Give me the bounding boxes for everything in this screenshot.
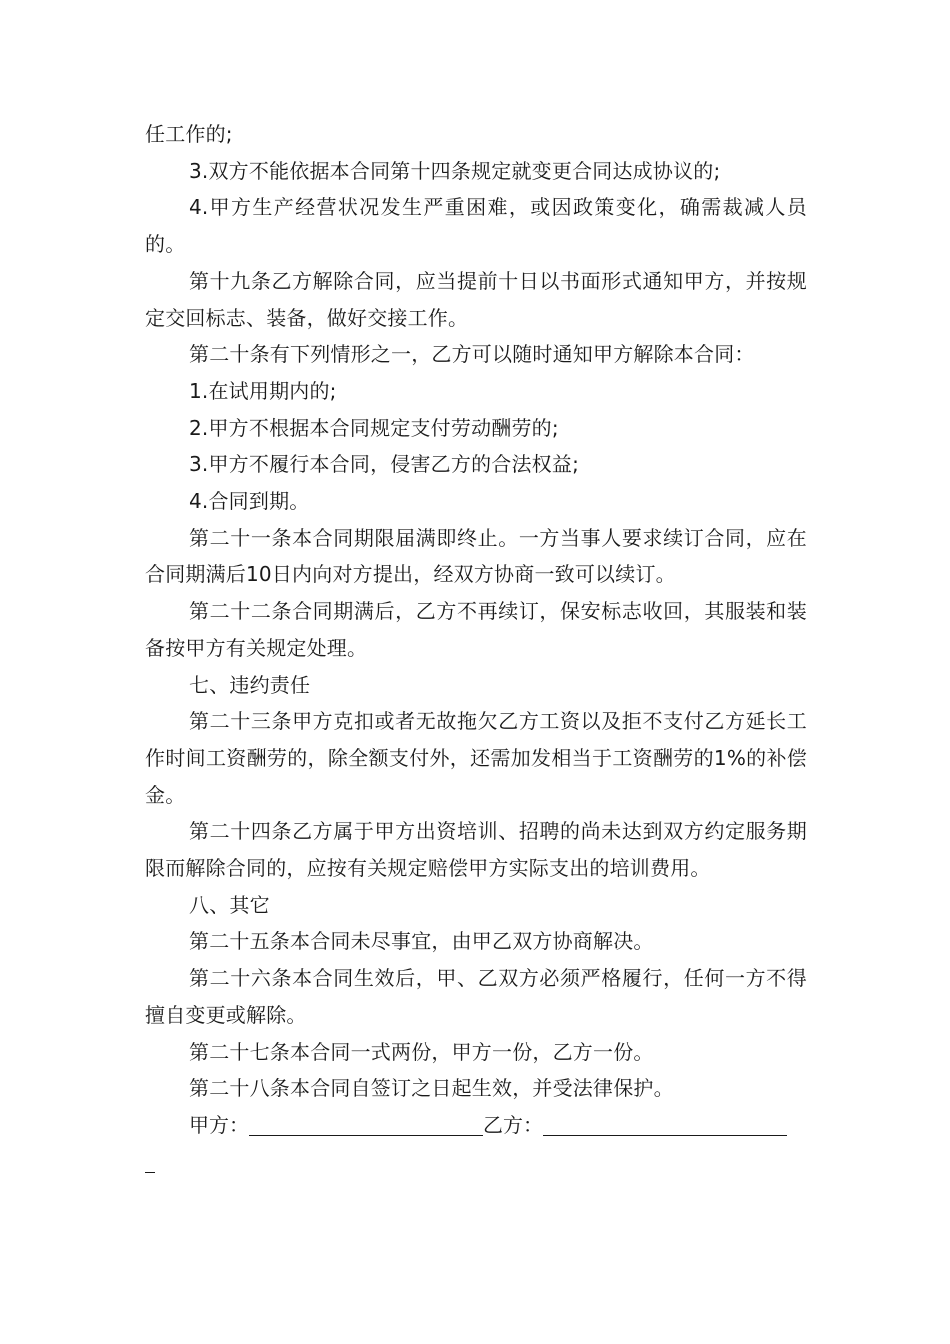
paragraph: 第二十条有下列情形之一，乙方可以随时通知甲方解除本合同： [189,342,755,367]
signature-line [145,1107,807,1144]
party-b-label: 乙方： [483,1112,543,1137]
section-heading: 八、其它 [189,892,270,917]
paragraph: 第二十三条甲方克扣或者无故拖欠乙方工资以及拒不支付乙方延长工作时间工资酬劳的，除全额支付外，还需加发相当于工资酬劳的1%的补偿金。 [145,709,807,807]
section-heading: 七、违约责任 [189,672,311,697]
paragraph: 第二十七条本合同一式两份，甲方一份，乙方一份。 [189,1039,654,1064]
paragraph: 3.双方不能依据本合同第十四条规定就变更合同达成协议的; [189,158,721,183]
party-b-signature-blank[interactable] [543,1113,787,1136]
party-a-label: 甲方： [189,1112,249,1137]
paragraph: 第二十八条本合同自签订之日起生效，并受法律保护。 [189,1076,674,1101]
paragraph: 任工作的; [145,122,233,146]
paragraph: 2.甲方不根据本合同规定支付劳动酬劳的; [189,415,559,440]
signature-blank-continuation [145,1150,155,1173]
paragraph: 第二十五条本合同未尽事宜，由甲乙双方协商解决。 [189,929,654,954]
paragraph: 4.合同到期。 [189,489,310,514]
paragraph: 第二十四条乙方属于甲方出资培训、招聘的尚未达到双方约定服务期限而解除合同的，应按有关规定赔偿甲方实际支出的培训费用。 [145,819,807,881]
paragraph: 3.甲方不履行本合同，侵害乙方的合法权益; [189,452,580,477]
paragraph: 第二十二条合同期满后，乙方不再续订，保安标志收回，其服装和装备按甲方有关规定处理。 [145,599,807,660]
paragraph: 第二十六条本合同生效后，甲、乙双方必须严格履行，任何一方不得擅自变更或解除。 [145,966,807,1027]
paragraph: 第二十一条本合同期限届满即终止。一方当事人要求续订合同，应在合同期满后10日内向对方提出，经双方协商一致可以续订。 [145,525,807,587]
paragraph: 4.甲方生产经营状况发生严重困难，或因政策变化，确需裁减人员的。 [145,195,807,257]
paragraph: 第十九条乙方解除合同，应当提前十日以书面形式通知甲方，并按规定交回标志、装备，做好交接工作。 [145,268,807,330]
contract-body [145,116,807,1173]
paragraph: 1.在试用期内的; [189,378,337,403]
party-a-signature-blank[interactable] [249,1113,483,1136]
